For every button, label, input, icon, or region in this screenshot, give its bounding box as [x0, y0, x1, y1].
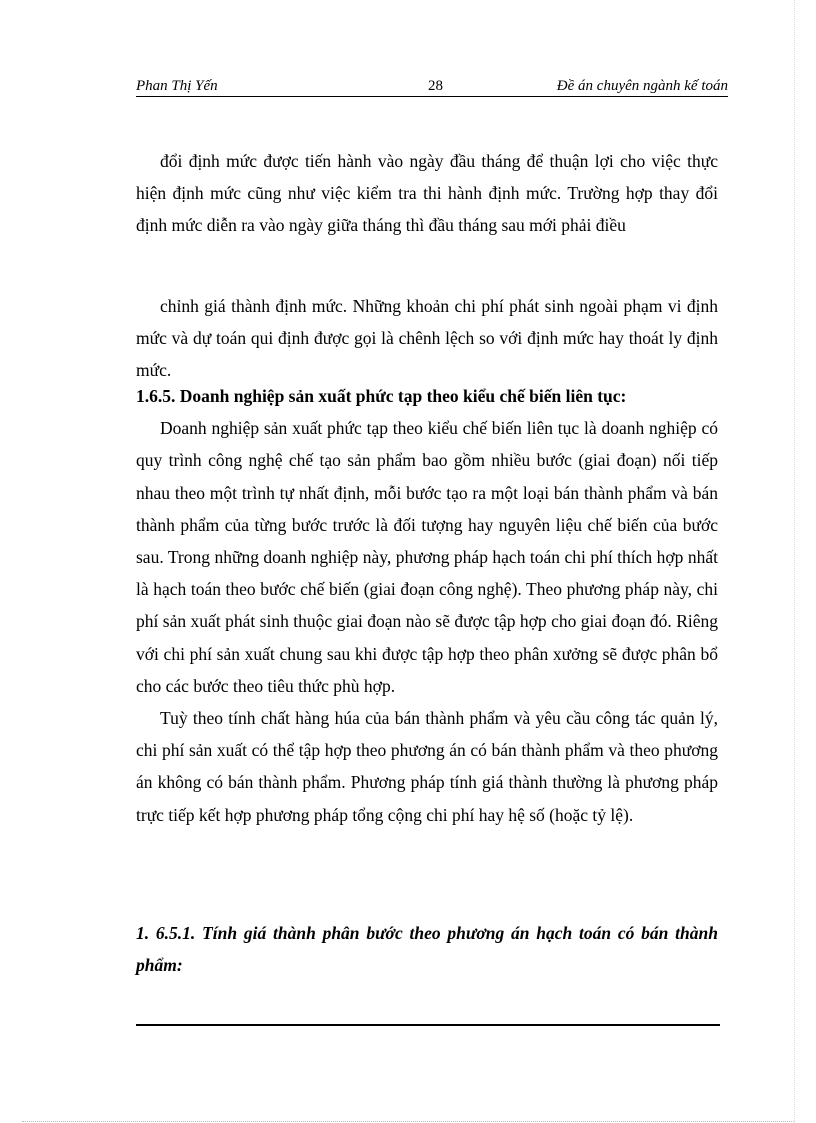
paragraph: chỉnh giá thành định mức. Những khoản chi phí phát sinh ngoài phạm vi định mức và dự toán qui định được gọi là chênh lệch so với định mức hay thoát ly định mức.	[136, 296, 718, 381]
paragraph: Doanh nghiệp sản xuất phức tạp theo kiểu chế biến liên tục là doanh nghiệp có quy trình công nghệ chế tạo sản phẩm bao gồm nhiều bước (giai đoạn) nối tiếp nhau theo một trình tự nhất định, mỗi bước tạo ra một loại bán thành phẩm và bán thành phẩm của từng bước trước là đối tượng hay nguyên liệu chế biến của bước sau. Trong những doanh nghiệp này, phương pháp hạch toán chi phí thích hợp nhất là hạch toán theo bước chế biến (giai đoạn công nghệ). Theo phương pháp này, chi phí sản xuất phát sinh thuộc giai đoạn nào sẽ được tập hợp cho giai đoạn đó. Riêng với chi phí sản xuất chung sau khi được tập hợp theo phân xưởng sẽ được phân bổ cho các bước theo tiêu thức phù hợp.	[136, 418, 718, 696]
page-bottom-edge	[22, 1121, 794, 1122]
page-header	[136, 76, 728, 97]
section-1-6-5	[136, 380, 718, 831]
paragraph: đổi định mức được tiến hành vào ngày đầu tháng để thuận lợi cho việc thực hiện định mức cũng như việc kiểm tra thi hành định mức. Trường hợp thay đổi định mức diễn ra vào ngày giữa tháng thì đầu tháng sau mới phải điều	[136, 151, 718, 236]
footer-rule	[136, 1024, 720, 1026]
page-right-edge	[794, 0, 795, 1123]
subsection-heading: 1. 6.5.1. Tính giá thành phân bước theo phương án hạch toán có bán thành phẩm:	[136, 923, 718, 976]
header-author: Phan Thị Yến	[136, 78, 218, 94]
section-heading: 1.6.5. Doanh nghiệp sản xuất phức tạp theo kiểu chế biến liên tục:	[136, 386, 627, 406]
continued-paragraph-block-2	[136, 290, 718, 387]
subsection-1-6-5-1	[136, 917, 718, 981]
header-page-number: 28	[428, 78, 443, 94]
header-title: Đề án chuyên ngành kế toán	[556, 78, 728, 94]
continued-paragraph-block	[136, 145, 718, 242]
paragraph: Tuỳ theo tính chất hàng húa của bán thành phẩm và yêu cầu công tác quản lý, chi phí sản xuất có thể tập hợp theo phương án có bán thành phẩm và theo phương án không có bán thành phẩm. Phương pháp tính giá thành thường là phương pháp trực tiếp kết hợp phương pháp tổng cộng chi phí hay hệ số (hoặc tỷ lệ).	[136, 708, 718, 825]
